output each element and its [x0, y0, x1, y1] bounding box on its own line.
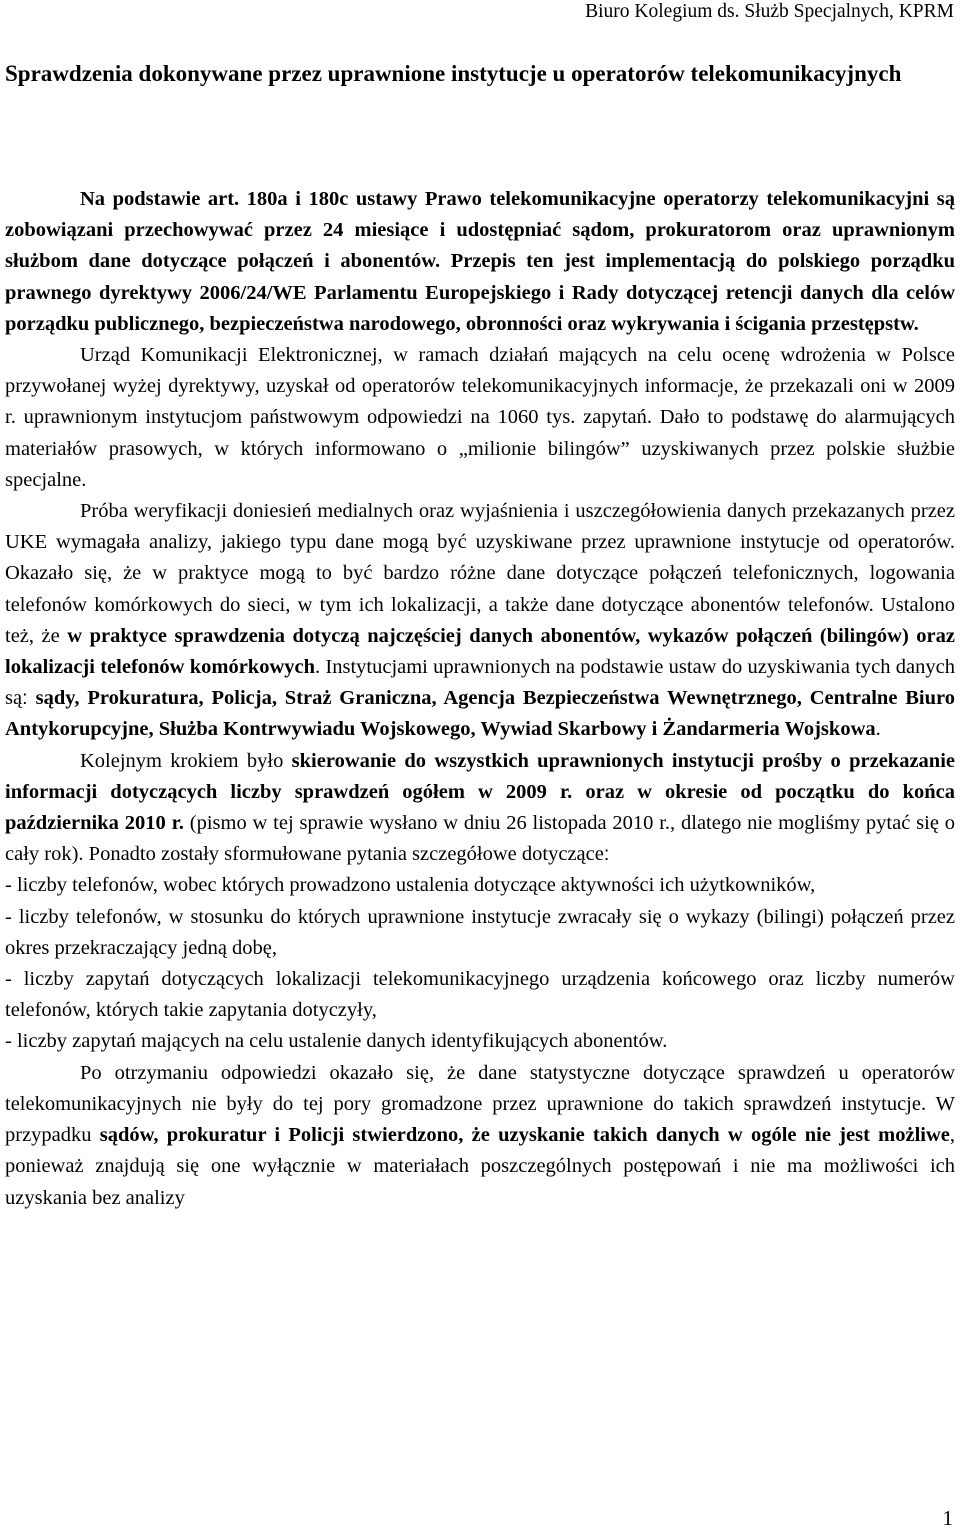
list-item-billing-records: - liczby telefonów, w stosunku do których uprawnione instytucje zwracały się o wykazy (bilingi) połączeń przez okres przekraczający jedną dobę,	[5, 905, 955, 959]
list-item-subscriber-identification: - liczby zapytań mających na celu ustalenie danych identyfikujących abonentów.	[5, 1030, 668, 1053]
paragraph-legal-basis	[5, 184, 955, 340]
paragraph-verification-institutions-intro: . Instytucjami uprawnionych na podstawie ustaw do uzyskiwania tych danych są	[5, 656, 955, 710]
paragraph-results-continuation: , ponieważ znajdują się one wyłącznie w materiałach poszczególnych postępowań i nie ma możliwości ich uzyskania bez analizy	[5, 1124, 955, 1209]
paragraph-verification-bold-practice: w praktyce sprawdzenia dotyczą najczęściej danych abonentów, wykazów połączeń (bilingów) oraz lokalizacji telefonów komórkowych	[5, 624, 955, 679]
paragraph-verification-bold-institutions: sądy, Prokuratura, Policja, Straż Graniczna, Agencja Bezpieczeństwa Wewnętrznego, Centralne Biuro Antykorupcyjne, Służba Kontrwywiadu Wojskowego, Wywiad Skarbowy i Żandarmeria Wojskowa	[5, 687, 955, 741]
paragraph-results-text: Po otrzymaniu odpowiedzi okazało się, że dane statystyczne dotyczące sprawdzeń u operatorów telekomunikacyjnych nie były do tej pory gromadzone przez uprawnione do takich sprawdzeń instytucje. W przypadku	[5, 1061, 955, 1147]
paragraph-legal-basis-bold: Na podstawie art. 180a i 180c ustawy Prawo telekomunikacyjne operatorzy telekomunikacyjni są zobowiązani przechowywać przez 24 miesiące i udostępniać sądom, prokuratorom oraz uprawnionym służbom dane dotyczące połączeń i abonentów.	[5, 188, 955, 273]
paragraph-next-step	[5, 746, 955, 871]
paragraph-next-step-colon: :	[603, 843, 610, 866]
paragraph-next-step-bold: skierowanie do wszystkich uprawnionych instytucji prośby o przekazanie informacji dotyczących liczby sprawdzeń ogółem w 2009 r. oraz w okresie od początku do końca października 2010 r.	[5, 749, 955, 835]
paragraph-verification-text: Próba weryfikacji doniesień medialnych oraz wyjaśnienia i uszczegółowienia danych przekazanych przez UKE wymagała analizy, jakiego typu dane mogą być uzyskiwane przez uprawnione instytucje od operatorów.	[5, 500, 955, 554]
paragraph-verification-colon: :	[22, 687, 36, 710]
list-item-phone-activity: - liczby telefonów, wobec których prowadzono ustalenia dotyczące aktywności ich użytkowników,	[5, 874, 816, 897]
paragraph-verification	[5, 496, 955, 746]
paragraph-verification-period: .	[875, 718, 881, 741]
paragraph-next-step-intro: Kolejnym krokiem było	[80, 749, 292, 772]
list-item-location-queries: - liczby zapytań dotyczących lokalizacji telekomunikacyjnego urządzenia końcowego oraz liczby numerów telefonów, których takie zapytania dotyczyły,	[5, 968, 955, 1022]
paragraph-results	[5, 1058, 955, 1214]
page-number: 1	[942, 1506, 953, 1530]
paragraph-results-bold: sądów, prokuratur i Policji stwierdzono, że uzyskanie takich danych w ogóle nie jest możliwe	[99, 1124, 950, 1147]
paragraph-uke	[5, 340, 955, 496]
paragraph-next-step-text: (pismo w tej sprawie wysłano w dniu 26 listopada 2010 r., dlatego nie mogliśmy pytać się o cały rok). Ponadto zostały sformułowane pytania szczegółowe dotyczące	[5, 812, 956, 866]
paragraph-verification-findings: Okazało się, że w praktyce mogą to być bardzo różne dane dotyczące połączeń telefonicznych, logowania telefonów komórkowych do sieci, w tym ich lokalizacji, a także dane dotyczące abonentów telefonów. Ustalono też, że	[5, 562, 955, 647]
paragraph-legal-basis-directive: Przepis ten jest implementacją do polskiego porządku prawnego dyrektywy 2006/24/WE Parlamentu Europejskiego i Rady dotyczącej retencji danych dla celów porządku publicznego, bezpieczeństwa narodowego, obronności oraz wykrywania i ścigania przestępstw.	[5, 250, 955, 335]
paragraph-uke-text: Urząd Komunikacji Elektronicznej, w ramach działań mających na celu ocenę wdrożenia w Polsce przywołanej wyżej dyrektywy, uzyskał od operatorów telekomunikacyjnych informacje, że przekazali oni w 2009 r. uprawnionym instytucjom państwowym odpowiedzi na 1060 tys. zapytań.	[5, 344, 955, 429]
document-title: Sprawdzenia dokonywane przez uprawnione instytucje u operatorów telekomunikacyjnych	[5, 61, 902, 86]
document-body	[5, 184, 955, 1214]
paragraph-uke-press: Dało to podstawę do alarmujących materiałów prasowych, w których informowano o „milionie bilingów” uzyskiwanych przez polskie służbie specjalne.	[5, 406, 955, 491]
page-header: Biuro Kolegium ds. Służb Specjalnych, KPRM	[585, 1, 954, 22]
